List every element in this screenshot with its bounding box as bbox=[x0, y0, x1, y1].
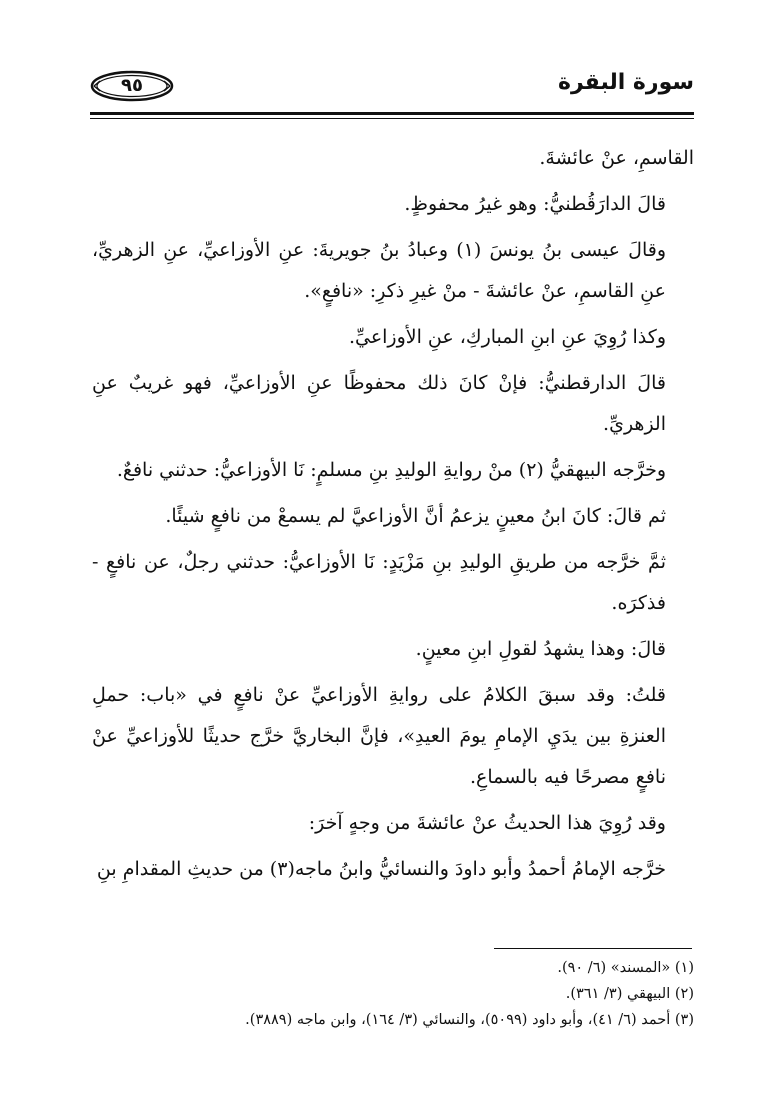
paragraph: قالَ: وهذا يشهدُ لقولِ ابنِ معينٍ. bbox=[415, 638, 666, 660]
paragraph: خرَّجه الإمامُ أحمدُ وأبو داودَ والنسائيُّ وابنُ ماجه(٣) من حديثِ المقدامِ بنِ bbox=[96, 858, 666, 880]
header-rule-thin bbox=[90, 118, 694, 119]
paragraph: ثمَّ خرَّجه من طريقِ الوليدِ بنِ مَزْيَدٍ: نَا الأوزاعيُّ: حدثني رجلٌ، عن نافعٍ - فذكرَه. bbox=[92, 551, 666, 614]
footnote: (٢) البيهقي (٣/ ٣٦١). bbox=[565, 986, 694, 1002]
paragraph: القاسمِ، عنْ عائشةَ. bbox=[539, 147, 694, 169]
page-number-badge bbox=[90, 70, 174, 102]
paragraph: وقد رُوِيَ هذا الحديثُ عنْ عائشةَ من وجهٍ آخرَ: bbox=[308, 812, 666, 834]
paragraph: قالَ الدارقطنيُّ: فإنْ كانَ ذلك محفوظًا عنِ الأوزاعيِّ، فهو غريبٌ عنِ الزهريِّ. bbox=[92, 372, 666, 435]
footnote-divider bbox=[494, 948, 692, 949]
paragraph: وخرَّجه البيهقيُّ (٢) منْ روايةِ الوليدِ بنِ مسلمٍ: نَا الأوزاعيُّ: حدثني نافعٌ. bbox=[116, 459, 666, 481]
surah-title: سورة البقرة bbox=[557, 70, 694, 95]
paragraph: وكذا رُوِيَ عنِ ابنِ المباركِ، عنِ الأوزاعيِّ. bbox=[348, 326, 666, 348]
footnote: (٣) أحمد (٦/ ٤١)، وأبو داود (٥٠٩٩)، والنسائي (٣/ ١٦٤)، وابن ماجه (٣٨٨٩). bbox=[245, 1012, 694, 1028]
header-rule-thick bbox=[90, 112, 694, 115]
paragraph: قلتُ: وقد سبقَ الكلامُ على روايةِ الأوزاعيِّ عنْ نافعٍ في «باب: حملِ العنزةِ بين يدَيِ الإمامِ يومَ العيدِ»، فإنَّ البخاريَّ خرَّج حديثًا للأوزاعيِّ عنْ نافعٍ مصرحًا فيه بالسماعِ. bbox=[92, 684, 666, 788]
paragraph: قالَ الدارَقُطنيُّ: وهو غيرُ محفوظٍ. bbox=[404, 193, 666, 215]
paragraph: ثم قالَ: كانَ ابنُ معينٍ يزعمُ أنَّ الأوزاعيَّ لم يسمعْ من نافعٍ شيئًا. bbox=[165, 505, 666, 527]
footnote: (١) «المسند» (٦/ ٩٠). bbox=[557, 960, 694, 976]
page-number: ٩٥ bbox=[121, 75, 143, 96]
footnotes bbox=[90, 955, 694, 1033]
main-text bbox=[92, 138, 694, 895]
paragraph: وقالَ عيسى بنُ يونسَ (١) وعبادُ بنُ جويريةَ: عنِ الأوزاعيِّ، عنِ الزهريِّ، عنِ القاسمِ، عنْ عائشةَ - منْ غيرِ ذكرِ: «نافعٍ». bbox=[92, 239, 666, 302]
page-header bbox=[90, 66, 694, 114]
